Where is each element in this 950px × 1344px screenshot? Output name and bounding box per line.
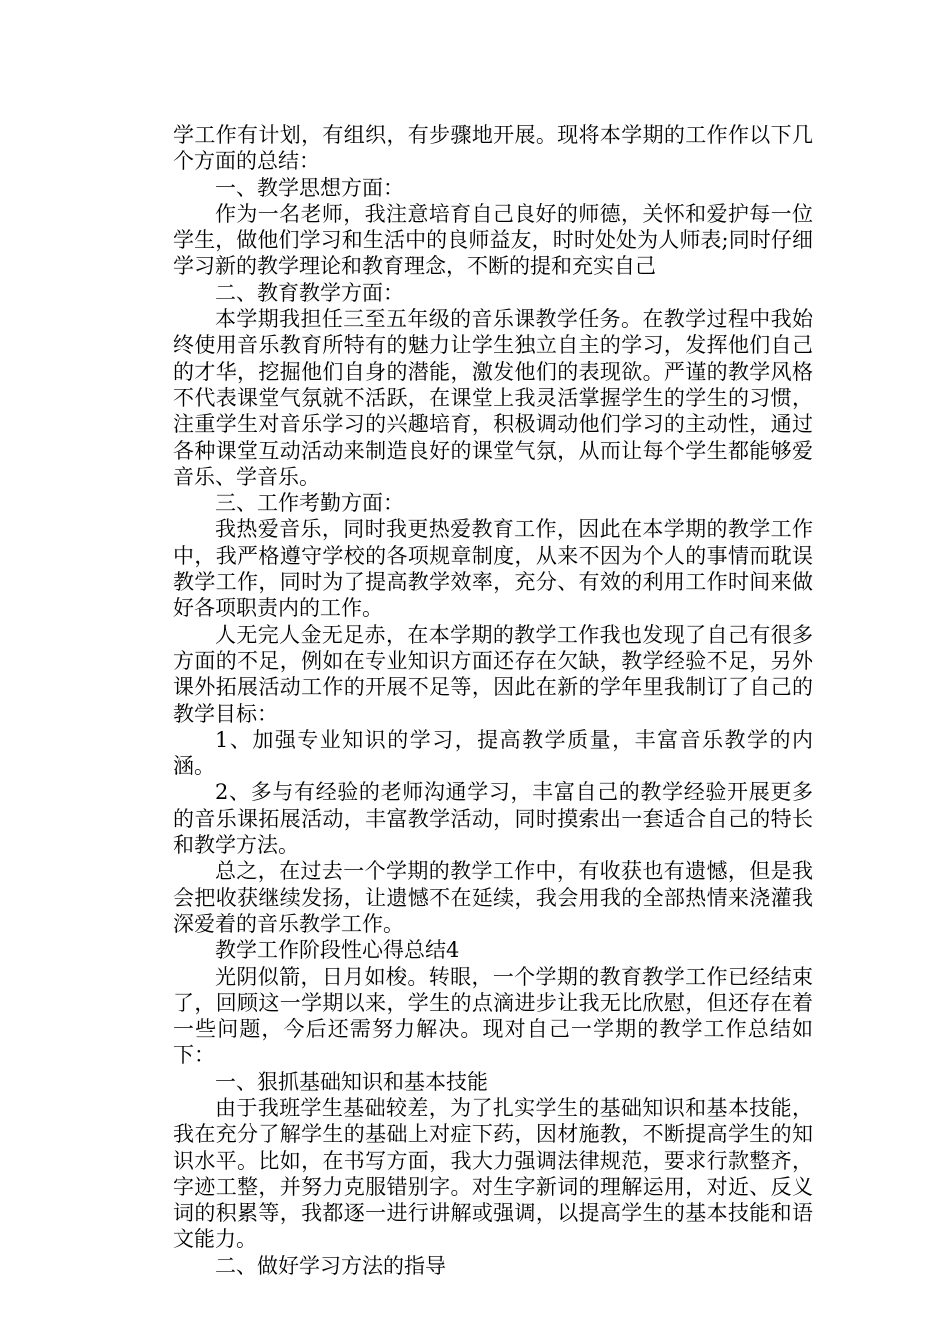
article-title-summary-4: 教学工作阶段性心得总结4 [215, 938, 460, 963]
goal-item-1: 1、加强专业知识的学习，提高教学质量，丰富音乐教学的内涵。 [173, 727, 813, 779]
section-heading-basic-skills: 一、狠抓基础知识和基本技能 [215, 1069, 488, 1094]
paragraph-basic-skills: 由于我班学生基础较差，为了扎实学生的基础知识和基本技能，我在充分了解学生的基础上对症下药，因材施教，不断提高学生的知识水平。比如，在书写方面，我大力强调法律规范，要求行款整齐，字迹工整，并努力克服错别字。对生字新词的理解运用，对近、反义词的积累等，我都逐一进行讲解或强调，以提高学生的基本技能和语文能力。 [173, 1095, 813, 1252]
paragraph-teaching-philosophy: 作为一名老师，我注意培育自己良好的师德，关怀和爱护每一位学生，做他们学习和生活中的良师益友，时时处处为人师表;同时仔细学习新的教学理论和教育理念，不断的提和充实自己 [173, 201, 813, 279]
section-heading-education-teaching: 二、教育教学方面： [215, 280, 404, 305]
paragraph-intro-continued: 学工作有计划，有组织，有步骤地开展。现将本学期的工作作以下几个方面的总结： [173, 123, 813, 174]
section-heading-learning-methods: 二、做好学习方法的指导 [215, 1253, 446, 1278]
section-heading-teaching-philosophy: 一、教学思想方面： [215, 175, 404, 200]
goal-item-2: 2、多与有经验的老师沟通学习，丰富自己的教学经验开展更多的音乐课拓展活动，丰富教学活动，同时摸索出一套适合自己的特长和教学方法。 [173, 780, 813, 858]
paragraph-shortcomings: 人无完人金无足赤，在本学期的教学工作我也发现了自己有很多方面的不足，例如在专业知识方面还存在欠缺，教学经验不足，另外课外拓展活动工作的开展不足等，因此在新的学年里我制订了自己的教学目标： [173, 622, 813, 726]
paragraph-summary-4-intro: 光阴似箭，日月如梭。转眼，一个学期的教育教学工作已经结束了，回顾这一学期以来，学生的点滴进步让我无比欣慰，但还存在着一些问题，今后还需努力解决。现对自己一学期的教学工作总结如下： [173, 964, 813, 1068]
section-heading-attendance: 三、工作考勤方面： [215, 491, 404, 516]
paragraph-attendance: 我热爱音乐，同时我更热爱教育工作，因此在本学期的教学工作中，我严格遵守学校的各项规章制度，从来不因为个人的事情而耽误教学工作，同时为了提高教学效率，充分、有效的利用工作时间来做好各项职责内的工作。 [173, 517, 813, 621]
document-body [173, 122, 813, 1279]
paragraph-conclusion: 总之，在过去一个学期的教学工作中，有收获也有遗憾，但是我会把收获继续发扬，让遗憾不在延续，我会用我的全部热情来浇灌我深爱着的音乐教学工作。 [173, 859, 813, 936]
paragraph-education-teaching: 本学期我担任三至五年级的音乐课教学任务。在教学过程中我始终使用音乐教育所特有的魅力让学生独立自主的学习，发挥他们自己的才华，挖掘他们自身的潜能，激发他们的表现欲。严谨的教学风格不代表课堂气氛就不活跃，在课堂上我灵活掌握学生的学生的习惯，注重学生对音乐学习的兴趣培育，积极调动他们学习的主动性，通过各种课堂互动活动来制造良好的课堂气氛，从而让每个学生都能够爱音乐、学音乐。 [173, 307, 813, 489]
